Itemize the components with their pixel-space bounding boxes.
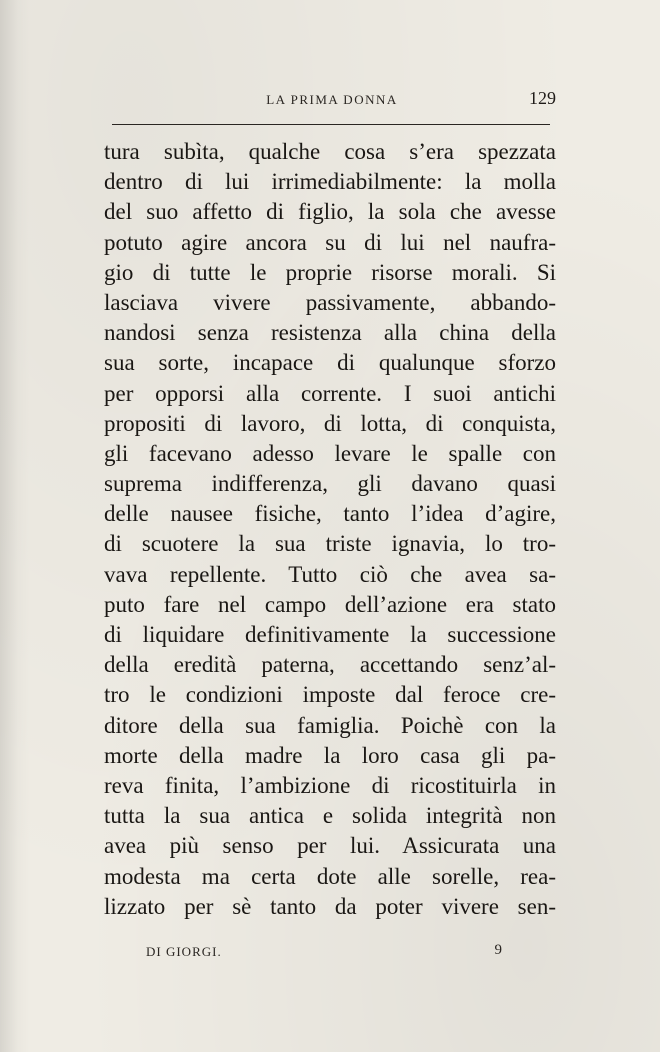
text-line: tro le condizioni imposte dal feroce cre- — [104, 682, 556, 708]
page-header — [106, 88, 558, 112]
signature-mark: 9 — [494, 942, 502, 958]
text-line: sua sorte, incapace di qualunque sforzo — [104, 350, 556, 376]
text-line: potuto agire ancora su di lui nel naufra- — [104, 229, 556, 255]
printer-signature: DI GIORGI. — [146, 944, 222, 959]
header-rule — [112, 124, 550, 125]
text-line: lizzato per sè tanto da poter vivere sen- — [104, 893, 556, 919]
text-line: vava repellente. Tutto ciò che avea sa- — [104, 561, 556, 587]
text-line: per opporsi alla corrente. I suoi antichi — [104, 380, 556, 406]
text-line: reva finita, l’ambizione di ricostituirla in — [104, 772, 556, 798]
text-line: tura subìta, qualche cosa s’era spezzata — [104, 139, 556, 164]
text-line: del suo affetto di figlio, la sola che avesse — [104, 199, 556, 225]
text-line: di scuotere la sua triste ignavia, lo tro- — [104, 531, 556, 557]
page-footer — [130, 940, 530, 966]
page-gutter-shadow — [0, 0, 30, 1052]
text-line: suprema indifferenza, gli davano quasi — [104, 471, 556, 497]
text-line: propositi di lavoro, di lotta, di conquista, — [104, 410, 556, 436]
text-line: delle nausee fisiche, tanto l’idea d’agire, — [104, 501, 556, 527]
text-line: lasciava vivere passivamente, abbando- — [104, 289, 556, 315]
text-line: della eredità paterna, accettando senz’al- — [104, 652, 556, 678]
text-line: dentro di lui irrimediabilmente: la molla — [104, 169, 556, 195]
running-title: LA PRIMA DONNA — [266, 92, 398, 107]
text-line: puto fare nel campo dell’azione era stato — [104, 591, 556, 617]
text-line: morte della madre la loro casa gli pa- — [104, 742, 556, 768]
text-line: di liquidare definitivamente la successione — [104, 622, 556, 647]
text-line: tutta la sua antica e solida integrità non — [104, 803, 556, 829]
text-line: gli facevano adesso levare le spalle con — [104, 440, 556, 466]
text-line: gio di tutte le proprie risorse morali. Si — [104, 259, 556, 285]
text-line: ditore della sua famiglia. Poichè con la — [104, 712, 556, 738]
body-text — [104, 137, 556, 922]
text-line: nandosi senza resistenza alla china della — [104, 320, 556, 346]
text-line: avea più senso per lui. Assicurata una — [104, 833, 556, 859]
page-number: 129 — [529, 88, 556, 108]
text-line: modesta ma certa dote alle sorelle, rea- — [104, 863, 556, 889]
